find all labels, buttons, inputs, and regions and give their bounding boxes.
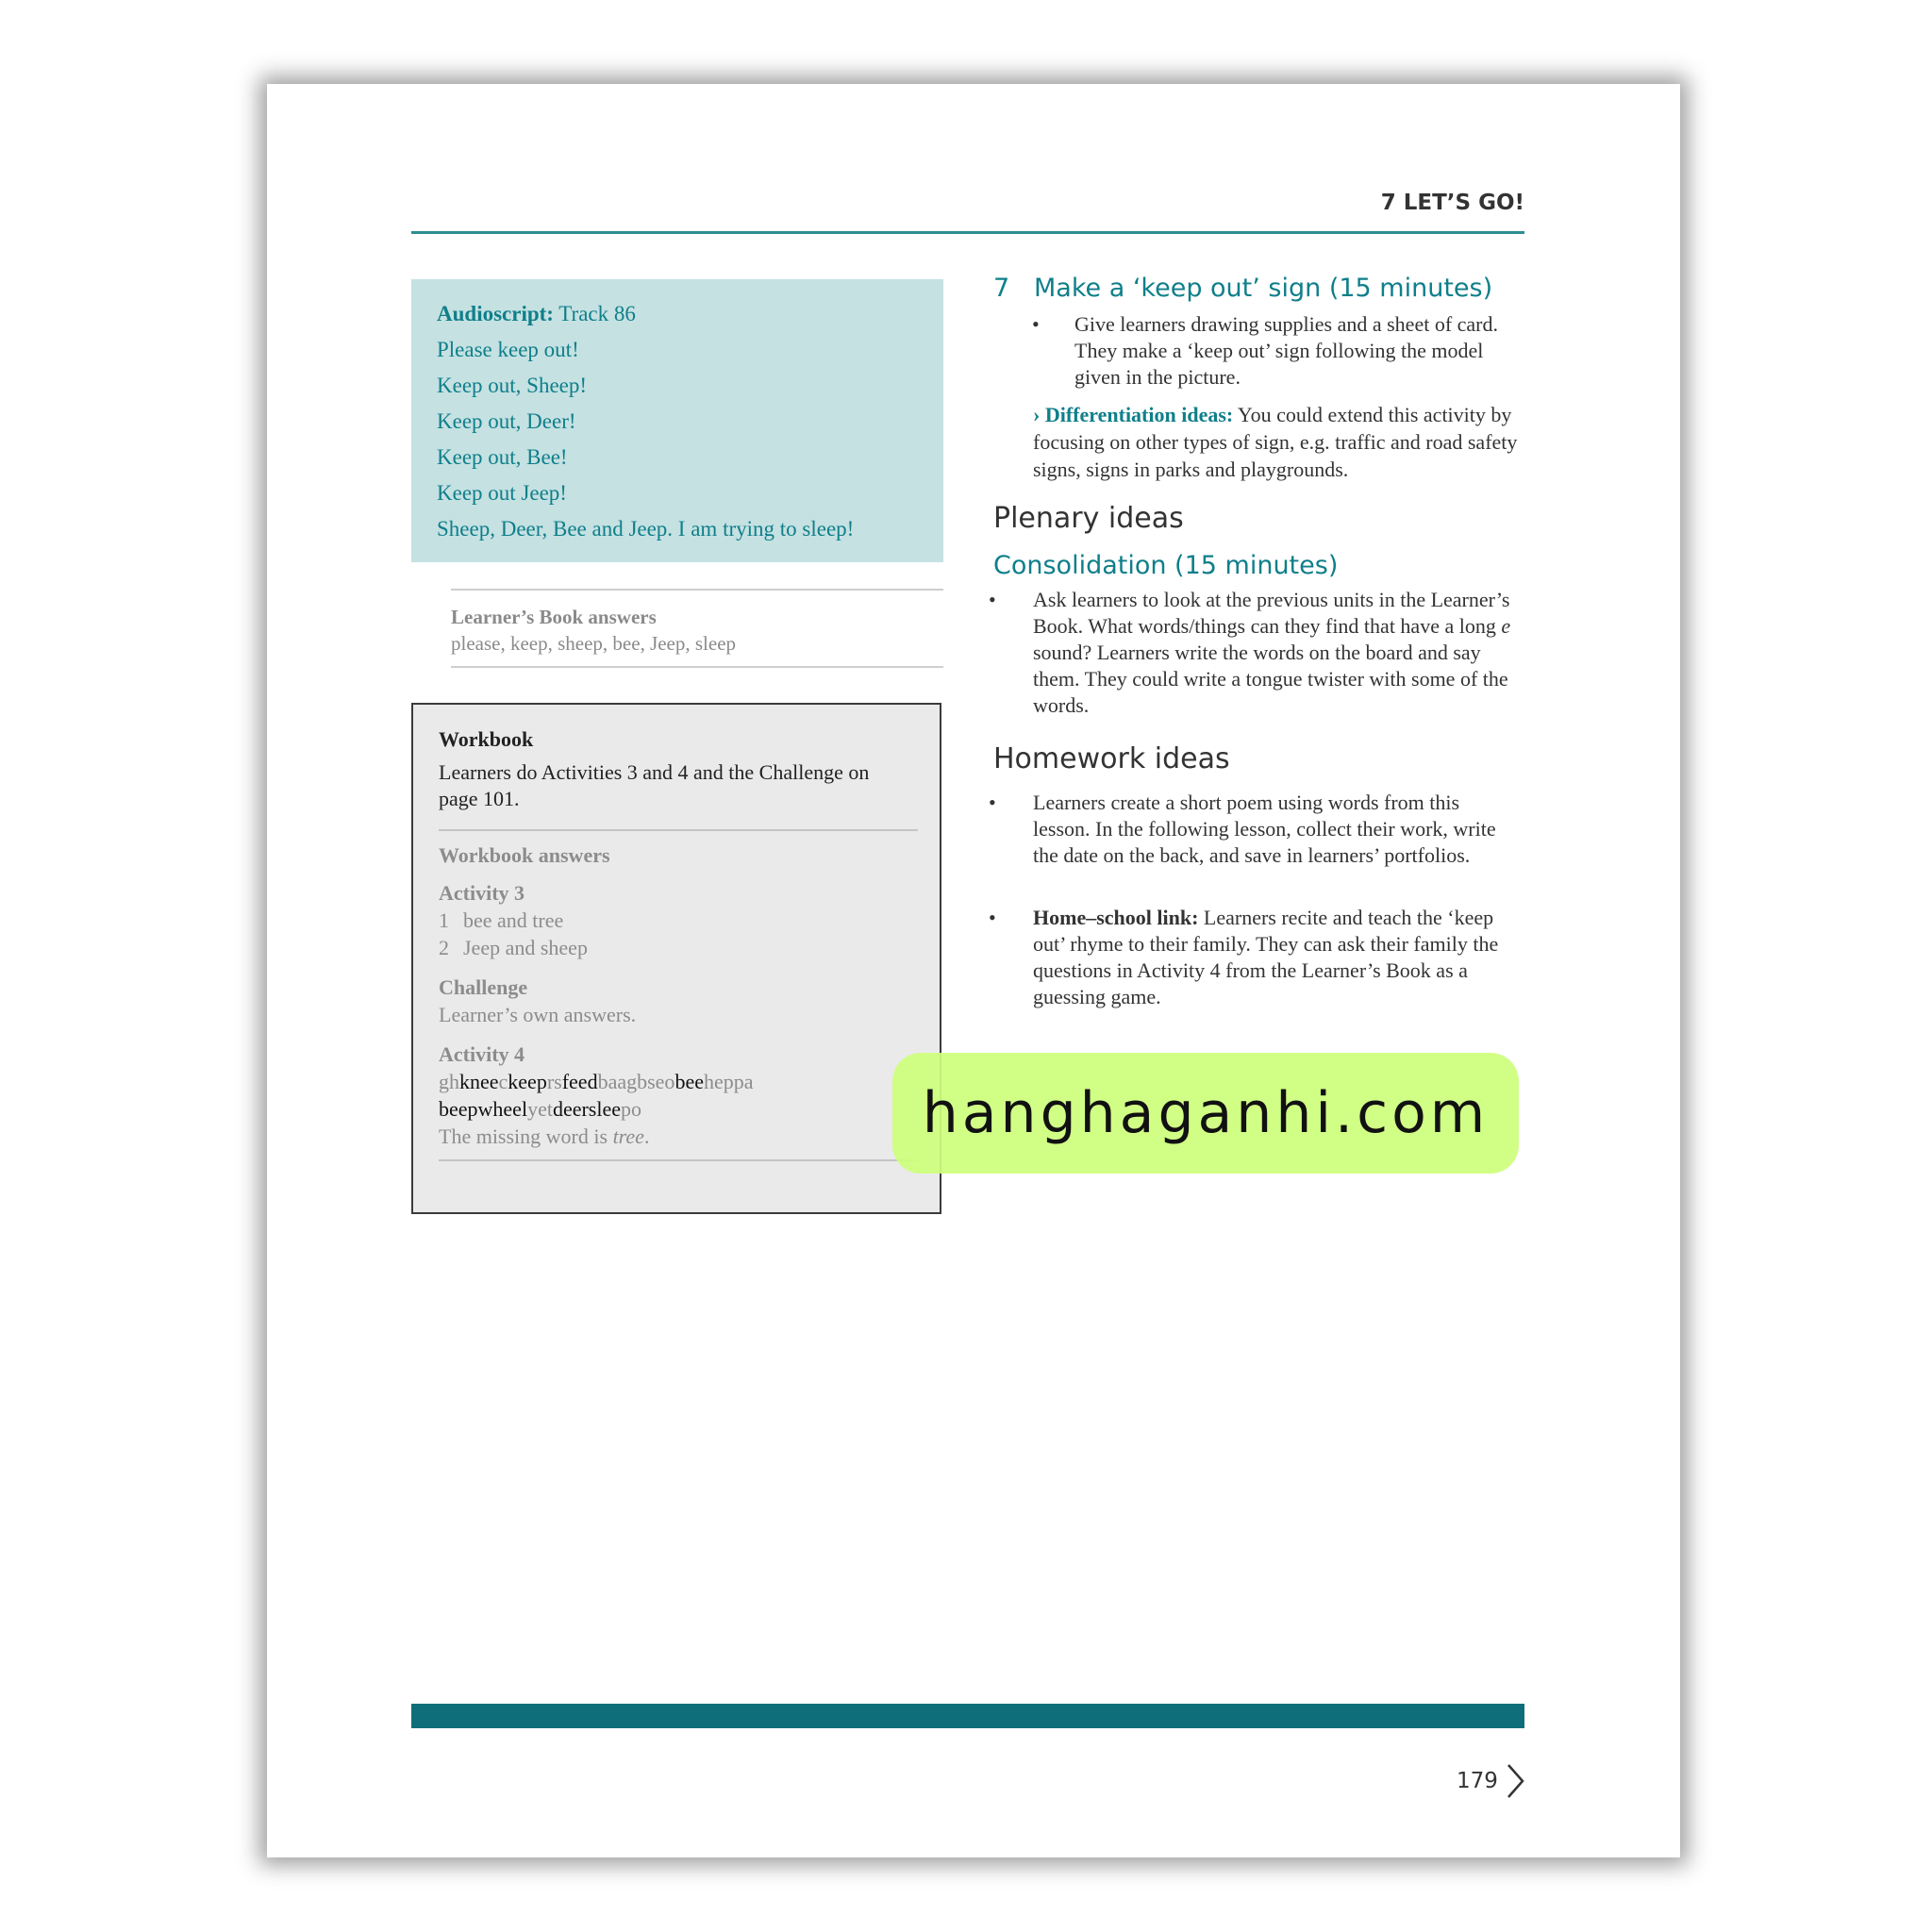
audioscript-line: Sheep, Deer, Bee and Jeep. I am trying to sleep! xyxy=(437,517,855,541)
missing-word: tree xyxy=(612,1124,644,1148)
home-school-link-label: Home–school link: xyxy=(1033,906,1199,929)
consolidation-heading: Consolidation (15 minutes) xyxy=(993,551,1339,580)
homework-bullet xyxy=(989,790,1522,869)
consolidation-bullet xyxy=(989,587,1512,719)
page-number: 179 xyxy=(1457,1769,1498,1793)
audioscript-label: Audioscript: xyxy=(437,302,554,325)
wordsearch-filler: c xyxy=(498,1070,508,1093)
wordsearch-filler: gh xyxy=(439,1070,459,1093)
wordsearch-word: bee xyxy=(675,1070,704,1093)
watermark: hanghaganhi.com xyxy=(892,1053,1519,1174)
differentiation-marker: › xyxy=(1033,403,1041,426)
chevron-right-icon[interactable] xyxy=(1504,1762,1526,1800)
consolidation-text-a: Ask learners to look at the previous units in the Learner’s Book. What words/things can they find that have a long xyxy=(1033,588,1510,638)
audioscript-line: Keep out, Deer! xyxy=(437,409,576,433)
audioscript-heading xyxy=(437,296,918,332)
missing-word-prefix: The missing word is xyxy=(439,1124,613,1148)
wordsearch-word: knee xyxy=(459,1070,499,1093)
differentiation-label: Differentiation ideas: xyxy=(1044,403,1234,426)
workbook-bottom-divider xyxy=(439,1159,918,1161)
audioscript-title: Please keep out! xyxy=(437,338,579,361)
wordsearch-word: feed xyxy=(561,1070,598,1093)
wordsearch-word: beepwheel xyxy=(439,1097,528,1121)
workbook-title: Workbook xyxy=(439,727,534,751)
footer-bar xyxy=(411,1704,1524,1728)
learners-book-answers xyxy=(451,589,943,668)
section-7-bullet xyxy=(1032,311,1527,391)
section-7-heading xyxy=(993,274,1492,303)
consolidation-text-em: e xyxy=(1501,614,1511,638)
activity3-item-number: 2 xyxy=(439,936,449,959)
section-number: 7 xyxy=(993,274,1010,303)
activity3-item xyxy=(439,907,915,934)
workbook-box xyxy=(411,703,941,1214)
workbook-divider xyxy=(439,829,918,831)
header-rule xyxy=(411,231,1524,234)
section-7-bullet-text: Give learners drawing supplies and a sheet of card. They make a ‘keep out’ sign following the model given in the picture. xyxy=(1074,312,1499,389)
activity3-title: Activity 3 xyxy=(439,881,525,905)
activity4-missing-word xyxy=(439,1123,915,1150)
workbook-answers-title: Workbook answers xyxy=(439,843,610,867)
audioscript-box xyxy=(411,279,943,562)
home-school-link-text xyxy=(1033,905,1522,1010)
wordsearch-filler: rs xyxy=(546,1070,562,1093)
audioscript-track: Track 86 xyxy=(553,302,636,325)
home-school-link-body: Learners recite and teach the ‘keep out’ rhyme to their family. They can ask their family the questions in Activity 4 from the Learner’s Book as a guessing game. xyxy=(1033,906,1499,1008)
challenge-text: Learner’s own answers. xyxy=(439,1003,637,1026)
differentiation-text: You could extend this activity by focusing on other types of sign, e.g. traffic and road safety signs, signs in parks and playgrounds. xyxy=(1033,403,1518,481)
bullet-marker: • xyxy=(1032,312,1040,336)
activity3-item-text: bee and tree xyxy=(463,908,564,932)
homework-bullet-text: Learners create a short poem using words from this lesson. In the following lesson, collect their work, write the date on the back, and save in learners’ portfolios. xyxy=(1033,791,1496,867)
section-title: Make a ‘keep out’ sign (15 minutes) xyxy=(1034,274,1493,303)
activity3-item xyxy=(439,934,915,961)
audioscript-line: Keep out, Sheep! xyxy=(437,374,588,397)
challenge-title: Challenge xyxy=(439,975,528,999)
activity3-item-text: Jeep and sheep xyxy=(463,936,588,959)
bullet-marker: • xyxy=(989,588,996,611)
wordsearch-word: deerslee xyxy=(552,1097,622,1121)
activity4-line2 xyxy=(439,1095,915,1123)
workbook-text: Learners do Activities 3 and 4 and the Challenge on page 101. xyxy=(439,760,870,810)
activity4-line1 xyxy=(439,1068,915,1095)
wordsearch-filler: po xyxy=(621,1097,642,1121)
wordsearch-filler: baagbseo xyxy=(597,1070,675,1093)
learners-book-answers-value: please, keep, sheep, bee, Jeep, sleep xyxy=(451,632,737,655)
plenary-heading: Plenary ideas xyxy=(993,502,1184,535)
audioscript-line: Keep out, Bee! xyxy=(437,445,568,469)
missing-word-suffix: . xyxy=(643,1124,650,1148)
differentiation-ideas xyxy=(1033,401,1527,483)
wordsearch-filler: heppa xyxy=(703,1070,754,1093)
chapter-header: 7 LET’S GO! xyxy=(1380,191,1524,215)
learners-book-answers-title: Learner’s Book answers xyxy=(451,606,657,628)
bullet-marker: • xyxy=(989,906,996,929)
wordsearch-word: keep xyxy=(508,1070,547,1093)
bullet-marker: • xyxy=(989,791,996,814)
audioscript-line: Keep out Jeep! xyxy=(437,481,567,505)
homework-heading: Homework ideas xyxy=(993,742,1230,775)
activity3-item-number: 1 xyxy=(439,908,449,932)
wordsearch-filler: yet xyxy=(527,1097,553,1121)
consolidation-text-b: sound? Learners write the words on the board and say them. They could write a tongue twister with some of the words. xyxy=(1033,641,1508,717)
consolidation-bullet-text xyxy=(1033,587,1512,719)
activity4-title: Activity 4 xyxy=(439,1042,525,1066)
home-school-link-bullet xyxy=(989,905,1522,1010)
workbook-answers xyxy=(439,842,915,1161)
